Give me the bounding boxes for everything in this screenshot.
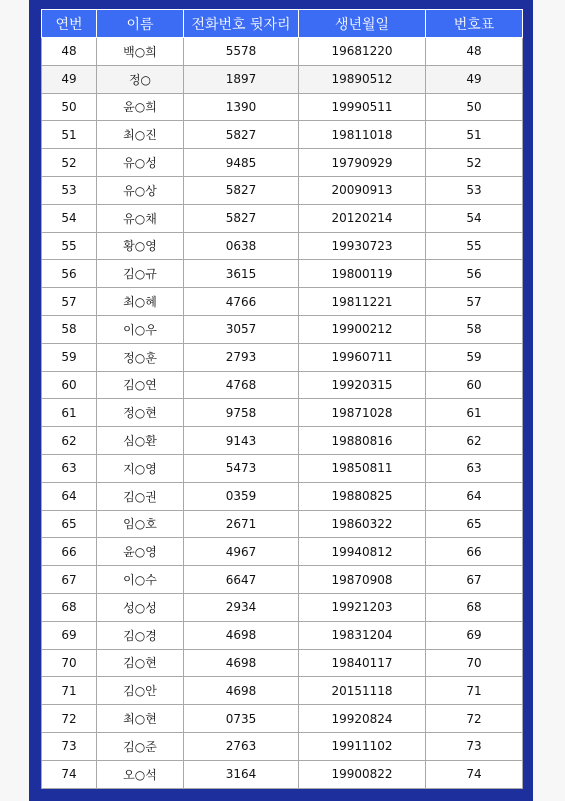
table-row: [42, 621, 523, 649]
cell-ticket-number: 57: [426, 288, 523, 316]
cell-phone-last-digits: 2934: [184, 593, 299, 621]
cell-birthdate: 19871028: [299, 399, 426, 427]
cell-birthdate: 19940812: [299, 538, 426, 566]
cell-birthdate: 19831204: [299, 621, 426, 649]
cell-birthdate: 19900822: [299, 760, 426, 788]
cell-phone-last-digits: 9143: [184, 427, 299, 455]
header-cell-ticket-number: 번호표: [426, 10, 523, 38]
cell-phone-last-digits: 6647: [184, 566, 299, 594]
cell-name: 정○: [97, 65, 184, 93]
cell-phone-last-digits: 5827: [184, 176, 299, 204]
cell-birthdate: 19811018: [299, 121, 426, 149]
roster-table-container: [41, 9, 522, 789]
cell-name: 임○호: [97, 510, 184, 538]
table-row: [42, 677, 523, 705]
cell-serial: 62: [42, 427, 97, 455]
cell-birthdate: 19900212: [299, 315, 426, 343]
table-row: [42, 510, 523, 538]
cell-name: 유○상: [97, 176, 184, 204]
cell-birthdate: 19930723: [299, 232, 426, 260]
cell-serial: 48: [42, 38, 97, 66]
cell-name: 정○훈: [97, 343, 184, 371]
table-row: [42, 538, 523, 566]
cell-ticket-number: 48: [426, 38, 523, 66]
cell-name: 김○안: [97, 677, 184, 705]
cell-name: 심○환: [97, 427, 184, 455]
cell-name: 윤○영: [97, 538, 184, 566]
cell-ticket-number: 62: [426, 427, 523, 455]
cell-name: 김○권: [97, 482, 184, 510]
cell-phone-last-digits: 2763: [184, 732, 299, 760]
cell-birthdate: 20090913: [299, 176, 426, 204]
cell-phone-last-digits: 2671: [184, 510, 299, 538]
table-row: [42, 705, 523, 733]
cell-serial: 50: [42, 93, 97, 121]
cell-serial: 69: [42, 621, 97, 649]
cell-birthdate: 19870908: [299, 566, 426, 594]
table-row: [42, 38, 523, 66]
cell-phone-last-digits: 1390: [184, 93, 299, 121]
cell-phone-last-digits: 4766: [184, 288, 299, 316]
cell-phone-last-digits: 0638: [184, 232, 299, 260]
cell-serial: 61: [42, 399, 97, 427]
cell-phone-last-digits: 9758: [184, 399, 299, 427]
cell-ticket-number: 61: [426, 399, 523, 427]
cell-birthdate: 19681220: [299, 38, 426, 66]
cell-birthdate: 19880816: [299, 427, 426, 455]
table-row: [42, 121, 523, 149]
cell-birthdate: 19840117: [299, 649, 426, 677]
header-cell-serial: 연번: [42, 10, 97, 38]
cell-birthdate: 20151118: [299, 677, 426, 705]
cell-serial: 56: [42, 260, 97, 288]
cell-serial: 52: [42, 149, 97, 177]
cell-serial: 49: [42, 65, 97, 93]
cell-name: 김○준: [97, 732, 184, 760]
table-row: [42, 732, 523, 760]
cell-phone-last-digits: 2793: [184, 343, 299, 371]
table-header-row: [42, 10, 523, 38]
cell-name: 유○채: [97, 204, 184, 232]
cell-serial: 68: [42, 593, 97, 621]
cell-ticket-number: 68: [426, 593, 523, 621]
cell-phone-last-digits: 5578: [184, 38, 299, 66]
cell-phone-last-digits: 4698: [184, 677, 299, 705]
cell-phone-last-digits: 4698: [184, 649, 299, 677]
cell-name: 백○희: [97, 38, 184, 66]
cell-name: 김○연: [97, 371, 184, 399]
header-cell-phone-last-digits: 전화번호 뒷자리: [184, 10, 299, 38]
cell-ticket-number: 52: [426, 149, 523, 177]
cell-phone-last-digits: 5827: [184, 121, 299, 149]
cell-name: 윤○희: [97, 93, 184, 121]
cell-serial: 72: [42, 705, 97, 733]
table-row: [42, 593, 523, 621]
cell-serial: 67: [42, 566, 97, 594]
cell-ticket-number: 71: [426, 677, 523, 705]
cell-ticket-number: 63: [426, 454, 523, 482]
cell-birthdate: 19920315: [299, 371, 426, 399]
cell-ticket-number: 74: [426, 760, 523, 788]
cell-ticket-number: 66: [426, 538, 523, 566]
table-body: [42, 38, 523, 789]
cell-phone-last-digits: 4768: [184, 371, 299, 399]
cell-birthdate: 19790929: [299, 149, 426, 177]
table-row: [42, 288, 523, 316]
cell-ticket-number: 51: [426, 121, 523, 149]
cell-birthdate: 19920824: [299, 705, 426, 733]
cell-serial: 53: [42, 176, 97, 204]
cell-serial: 64: [42, 482, 97, 510]
cell-birthdate: 19960711: [299, 343, 426, 371]
cell-ticket-number: 49: [426, 65, 523, 93]
table-row: [42, 93, 523, 121]
cell-name: 김○규: [97, 260, 184, 288]
cell-ticket-number: 60: [426, 371, 523, 399]
cell-phone-last-digits: 0735: [184, 705, 299, 733]
table-row: [42, 204, 523, 232]
cell-serial: 57: [42, 288, 97, 316]
cell-birthdate: 19850811: [299, 454, 426, 482]
table-row: [42, 315, 523, 343]
cell-phone-last-digits: 4698: [184, 621, 299, 649]
cell-serial: 58: [42, 315, 97, 343]
cell-ticket-number: 58: [426, 315, 523, 343]
cell-ticket-number: 56: [426, 260, 523, 288]
cell-birthdate: 19990511: [299, 93, 426, 121]
table-row: [42, 149, 523, 177]
cell-serial: 70: [42, 649, 97, 677]
cell-birthdate: 19921203: [299, 593, 426, 621]
cell-phone-last-digits: 1897: [184, 65, 299, 93]
table-row: [42, 566, 523, 594]
cell-serial: 66: [42, 538, 97, 566]
cell-name: 이○수: [97, 566, 184, 594]
cell-phone-last-digits: 3164: [184, 760, 299, 788]
cell-name: 김○현: [97, 649, 184, 677]
cell-ticket-number: 69: [426, 621, 523, 649]
cell-phone-last-digits: 5473: [184, 454, 299, 482]
cell-serial: 63: [42, 454, 97, 482]
cell-serial: 54: [42, 204, 97, 232]
cell-phone-last-digits: 3615: [184, 260, 299, 288]
cell-ticket-number: 65: [426, 510, 523, 538]
table-row: [42, 65, 523, 93]
cell-phone-last-digits: 0359: [184, 482, 299, 510]
cell-ticket-number: 67: [426, 566, 523, 594]
table-row: [42, 260, 523, 288]
header-cell-birthdate: 생년월일: [299, 10, 426, 38]
table-row: [42, 371, 523, 399]
cell-serial: 73: [42, 732, 97, 760]
cell-serial: 74: [42, 760, 97, 788]
cell-birthdate: 19911102: [299, 732, 426, 760]
table-row: [42, 232, 523, 260]
cell-ticket-number: 64: [426, 482, 523, 510]
cell-name: 성○성: [97, 593, 184, 621]
table-row: [42, 760, 523, 788]
cell-birthdate: 19890512: [299, 65, 426, 93]
cell-birthdate: 19800119: [299, 260, 426, 288]
cell-name: 최○혜: [97, 288, 184, 316]
cell-birthdate: 20120214: [299, 204, 426, 232]
table-row: [42, 482, 523, 510]
cell-ticket-number: 59: [426, 343, 523, 371]
cell-name: 최○현: [97, 705, 184, 733]
cell-ticket-number: 55: [426, 232, 523, 260]
cell-birthdate: 19811221: [299, 288, 426, 316]
cell-name: 지○영: [97, 454, 184, 482]
cell-birthdate: 19880825: [299, 482, 426, 510]
cell-name: 오○석: [97, 760, 184, 788]
cell-birthdate: 19860322: [299, 510, 426, 538]
cell-serial: 59: [42, 343, 97, 371]
cell-ticket-number: 54: [426, 204, 523, 232]
cell-ticket-number: 70: [426, 649, 523, 677]
cell-name: 김○경: [97, 621, 184, 649]
table-row: [42, 176, 523, 204]
table-row: [42, 343, 523, 371]
cell-serial: 55: [42, 232, 97, 260]
table-row: [42, 399, 523, 427]
roster-table: [41, 9, 523, 789]
cell-phone-last-digits: 9485: [184, 149, 299, 177]
cell-name: 이○우: [97, 315, 184, 343]
cell-ticket-number: 50: [426, 93, 523, 121]
table-row: [42, 649, 523, 677]
cell-serial: 65: [42, 510, 97, 538]
cell-serial: 51: [42, 121, 97, 149]
cell-serial: 60: [42, 371, 97, 399]
table-row: [42, 454, 523, 482]
header-cell-name: 이름: [97, 10, 184, 38]
cell-phone-last-digits: 4967: [184, 538, 299, 566]
cell-name: 황○영: [97, 232, 184, 260]
cell-ticket-number: 53: [426, 176, 523, 204]
cell-name: 정○현: [97, 399, 184, 427]
cell-name: 최○진: [97, 121, 184, 149]
table-row: [42, 427, 523, 455]
cell-phone-last-digits: 5827: [184, 204, 299, 232]
page-frame: [29, 0, 533, 801]
cell-serial: 71: [42, 677, 97, 705]
cell-phone-last-digits: 3057: [184, 315, 299, 343]
cell-name: 유○성: [97, 149, 184, 177]
cell-ticket-number: 73: [426, 732, 523, 760]
cell-ticket-number: 72: [426, 705, 523, 733]
